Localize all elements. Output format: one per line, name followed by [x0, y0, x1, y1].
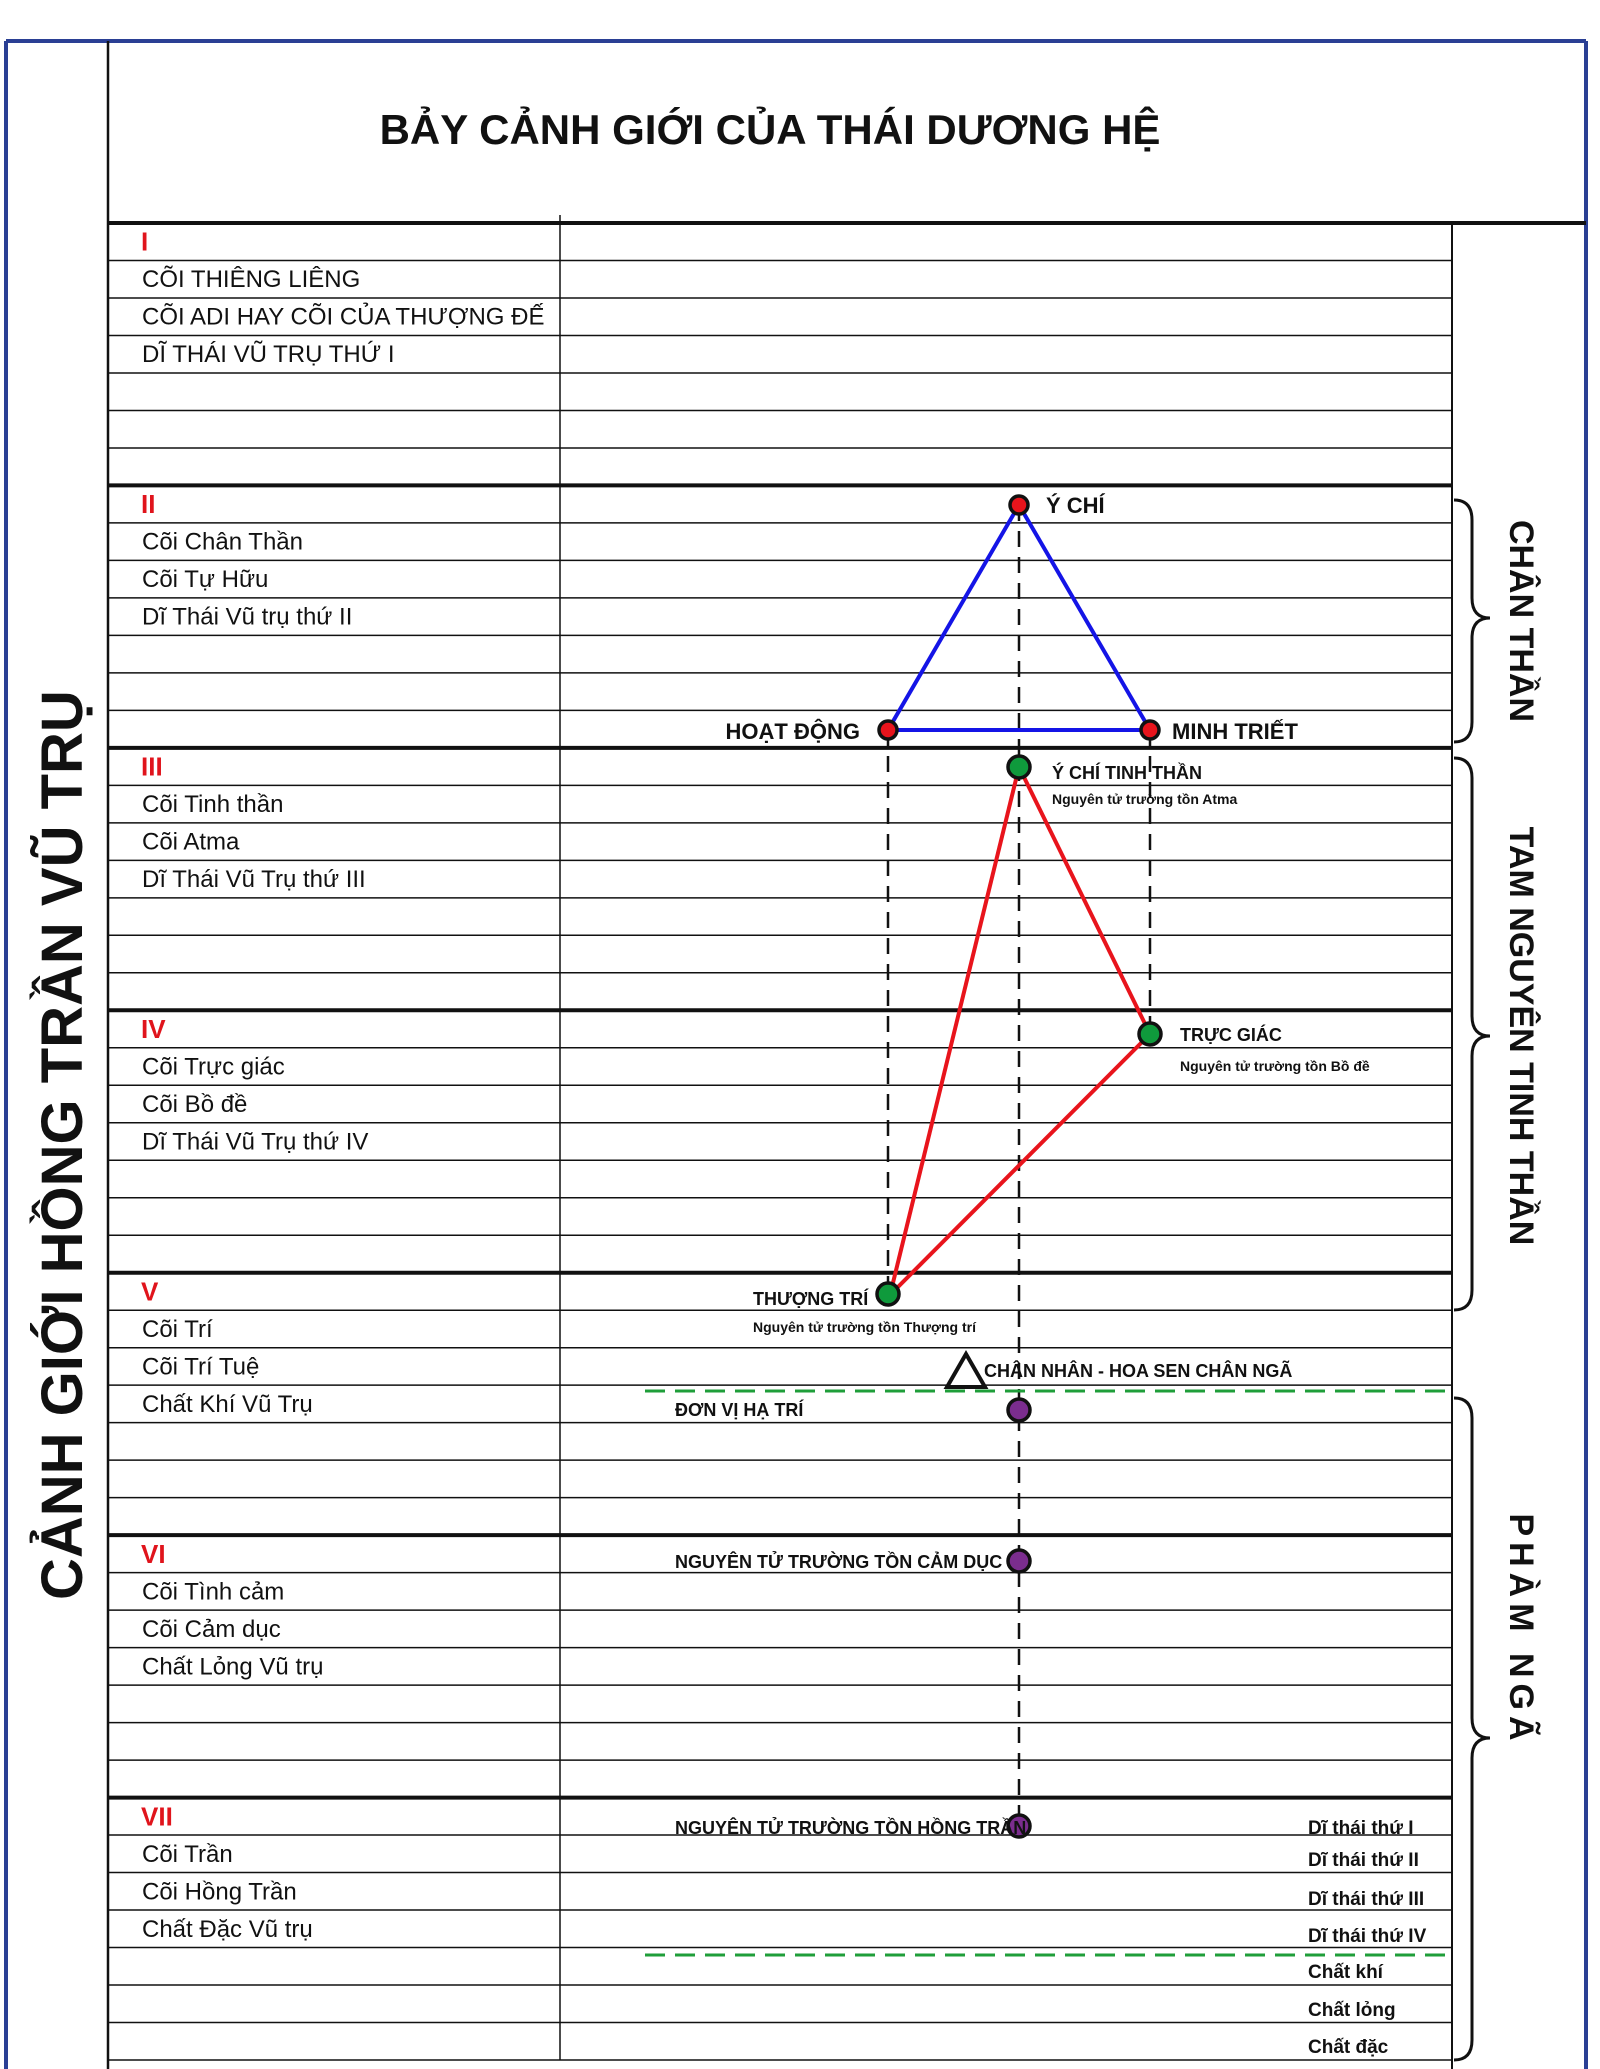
sublabel-y-chi-tinh-than: Nguyên tử trường tồn Atma: [1052, 791, 1238, 807]
sublabel-thuong-tri: Nguyên tử trường tồn Thượng trí: [753, 1319, 976, 1335]
red-edge-lower: [890, 1034, 1150, 1295]
bracket-label-pham-nga: PHÀM NGÃ: [1502, 1513, 1540, 1747]
label-y-chi: Ý CHÍ: [1046, 493, 1105, 518]
plane-numeral: VII: [141, 1801, 173, 1832]
label-hoat-dong: HOẠT ĐỘNG: [725, 719, 860, 744]
plane-line-label: Dĩ Thái Vũ trụ thứ II: [142, 603, 353, 631]
plane-line-label: CÕI THIÊNG LIÊNG: [142, 266, 361, 294]
red-edge-long: [890, 767, 1019, 1295]
plane-line-label: Cõi Cảm dục: [142, 1615, 281, 1643]
label-thuong-tri: THƯỢNG TRÍ: [753, 1289, 869, 1309]
plane-line-label: DĨ THÁI VŨ TRỤ THỨ I: [142, 341, 395, 369]
plane-line-label: Cõi Trí Tuệ: [142, 1353, 260, 1381]
plane-line-label: Cõi Trần: [142, 1840, 233, 1868]
node-don-vi-ha-tri: [1008, 1399, 1030, 1421]
label-chan-nhan: CHÂN NHÂN - HOA SEN CHÂN NGÃ: [984, 1361, 1293, 1381]
node-minh-triet: [1141, 721, 1159, 739]
plane-numeral: III: [141, 751, 163, 782]
right-brackets: [1454, 500, 1540, 2060]
bracket-label-tam-nguyen: TAM NGUYÊN TINH THẦN: [1502, 826, 1540, 1246]
plane-line-label: Cõi Tình cảm: [142, 1578, 285, 1606]
page-title: BẢY CẢNH GIỚI CỦA THÁI DƯƠNG HỆ: [379, 106, 1161, 153]
plane-numeral: II: [141, 489, 156, 520]
plane-line-label: Dĩ Thái Vũ Trụ thứ III: [142, 866, 366, 894]
subplane-label: Chất lỏng: [1308, 2000, 1396, 2021]
plane-line-label: Cõi Bồ đề: [142, 1091, 248, 1119]
plane-line-label: Chất Lỏng Vũ trụ: [142, 1653, 324, 1681]
blue-edge-right: [1019, 505, 1150, 730]
bracket-label-chan-than: CHÂN THẦN: [1502, 519, 1540, 723]
plane-numeral: IV: [141, 1014, 166, 1045]
node-hoat-dong: [879, 721, 897, 739]
blue-edge-left: [888, 505, 1019, 730]
plane-line-label: Cõi Tự Hữu: [142, 566, 269, 594]
sublabel-truc-giac: Nguyên tử trường tồn Bồ đề: [1180, 1058, 1370, 1074]
label-don-vi-ha-tri: ĐƠN VỊ HẠ TRÍ: [675, 1400, 804, 1420]
label-cam-duc: NGUYÊN TỬ TRƯỜNG TỒN CẢM DỤC: [675, 1552, 1003, 1572]
label-hong-tran: NGUYÊN TỬ TRƯỜNG TỒN HỒNG TRẦN: [675, 1818, 1027, 1838]
table-rows: [108, 260, 1452, 2060]
label-y-chi-tinh-than: Ý CHÍ TINH THẦN: [1052, 763, 1202, 783]
node-cam-duc: [1008, 1550, 1030, 1572]
plane-line-label: Chất Đặc Vũ trụ: [142, 1915, 313, 1943]
node-thuong-tri: [877, 1283, 899, 1305]
plane-line-label: Cõi Atma: [142, 828, 240, 856]
bracket-chan-than: [1454, 500, 1490, 742]
left-vertical-label: CẢNH GIỚI HỒNG TRẦN VŨ TRỤ: [30, 690, 95, 1600]
plane-line-label: Cõi Chân Thần: [142, 528, 303, 556]
subplane-label: Dĩ thái thứ I: [1308, 1818, 1414, 1839]
plane-line-label: Cõi Trực giác: [142, 1053, 285, 1081]
plane-line-label: Cõi Hồng Trần: [142, 1878, 297, 1906]
subplane-label: Dĩ thái thứ II: [1308, 1850, 1419, 1871]
plane-numeral: V: [141, 1276, 159, 1307]
plane-numeral: VI: [141, 1538, 166, 1569]
subplane-label: Dĩ thái thứ III: [1308, 1889, 1425, 1910]
plane-line-label: Cõi Trí: [142, 1315, 213, 1343]
plane-line-label: Chất Khí Vũ Trụ: [142, 1390, 313, 1418]
bracket-tam-nguyen: [1454, 758, 1490, 1310]
bracket-pham-nga: [1454, 1398, 1490, 2060]
label-minh-triet: MINH TRIẾT: [1172, 719, 1298, 744]
subplane-label: Dĩ thái thứ IV: [1308, 1926, 1427, 1947]
node-y-chi-tinh-than: [1008, 756, 1030, 778]
node-labels: [675, 493, 1370, 1838]
plane-line-label: Cõi Tinh thần: [142, 791, 284, 819]
node-truc-giac: [1139, 1023, 1161, 1045]
red-edge-top: [1019, 767, 1150, 1034]
plane-numeral: I: [141, 226, 149, 257]
triangle-icon: [947, 1354, 985, 1387]
plane-line-label: Dĩ Thái Vũ Trụ thứ IV: [142, 1128, 369, 1156]
node-y-chi: [1010, 496, 1028, 514]
label-truc-giac: TRỰC GIÁC: [1180, 1025, 1282, 1045]
plane-line-label: CÕI ADI HAY CÕI CỦA THƯỢNG ĐẾ: [142, 303, 545, 331]
subplane-label: Chất đặc: [1308, 2037, 1389, 2058]
subplane-label: Chất khí: [1308, 1962, 1383, 1983]
